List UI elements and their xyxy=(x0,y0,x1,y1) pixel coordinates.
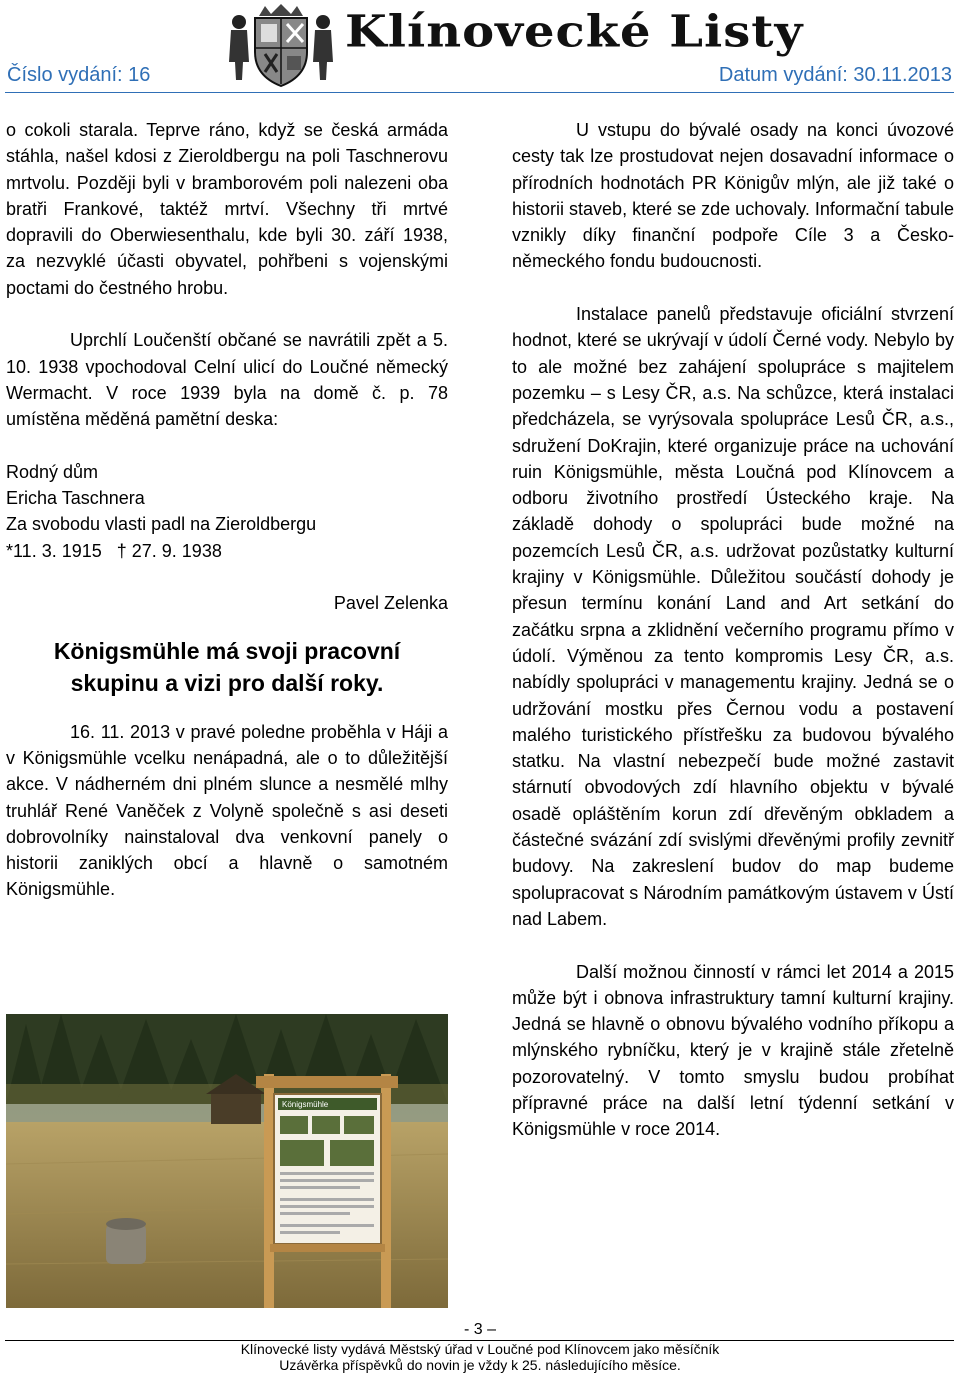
panel-title: Königsmühle xyxy=(282,1100,329,1109)
right-paragraph-3: Další možnou činností v rámci let 2014 a 2015 může být i obnova infrastruktury tamní kulturní krajiny. Jedná se hlavně o obnovu bývalého vodního příkopu a mlýnského rybníčku, který je v krajině stále zřetelně pozorovatelný. V tomto smyslu budou probíhat přípravné práce na další letní týdenní setkání v Königsmühle v roce 2014. xyxy=(512,961,954,1140)
left-column xyxy=(6,117,448,903)
article-headline xyxy=(6,635,448,699)
article-author: Pavel Zelenka xyxy=(333,593,448,614)
left-paragraph-2: Uprchlí Loučenští občané se navrátili zpět a 5. 10. 1938 vpochodoval Celní ulicí do Loučné německý Wermacht. V roce 1939 byla na domě č. p. 78 umístěna měděná pamětní deska: xyxy=(6,330,448,430)
masthead-title: Klínovecké Listy xyxy=(345,6,804,58)
footer-deadline: Uzávěrka příspěvků do novin je vždy k 25. následujícího měsíce. xyxy=(279,1357,681,1373)
issue-date: Datum vydání: 30.11.2013 xyxy=(718,64,952,86)
issue-number: Číslo vydání: 16 xyxy=(7,64,151,86)
inscription-line: Rodný dům xyxy=(6,461,99,482)
inscription-line: Ericha Taschnera xyxy=(6,488,145,509)
article-photo xyxy=(6,1014,448,1308)
page-number: - 3 – xyxy=(463,1321,496,1338)
left-paragraph-3: 16. 11. 2013 v pravé poledne proběhla v Háji a v Königsmühle vcelku nenápadná, ale o to důležitější akce. V nádherném dni plném slunce a nesmělé mlhy truhlář René Vaněček z Volyně společně s asi deseti dobrovolníky nainstaloval dva venkovní panely o historii zaniklých obcí a hlavně o samotném Königsmühle. xyxy=(6,721,448,900)
inscription-line: *11. 3. 1915 † 27. 9. 1938 xyxy=(6,540,222,561)
footer-publisher: Klínovecké listy vydává Městský úřad v Loučné pod Klínovcem jako měsíčník xyxy=(240,1341,720,1357)
left-paragraph-1: o cokoli starala. Teprve ráno, když se česká armáda stáhla, našel kdosi z Zieroldbergu na poli Taschnerovu mrtvolu. Později byli v bramborovém poli nalezeni oba bratři Frankové, taktéž mrtví. Všechny tři mrtvé dopravili do Oberwiesenthalu, kde byli 30. září 1938, za nezvyklé účasti obyvatel, pohřbeni s vojenskými poctami do čestného hrobu. xyxy=(6,120,448,298)
coat-of-arms-icon xyxy=(225,2,337,88)
memorial-inscription xyxy=(6,459,448,564)
right-paragraph-1: U vstupu do bývalé osady na konci úvozové cesty tak lze prostudovat nejen dosavadní informace o přírodních hodnotách PR Königův mlýn, ale již také o historii staveb, které se zde uchovaly. Informační tabule vznikly díky finanční podpoře Cíle 3 a Česko-německého fondu budoucnosti. xyxy=(512,120,954,272)
inscription-line: Za svobodu vlasti padl na Zieroldbergu xyxy=(6,514,317,535)
right-paragraph-2: Instalace panelů představuje oficiální stvrzení hodnot, které se ukrývají v údolí Černé vody. Nebylo by to ale možné bez zahájení spolupráce s majitelem pozemku – s Lesy ČR, a.s. Na schůzce, která instalaci předcházela, se vyrýsovala spolupráce Lesů ČR, a.s., sdružení DoKrajin, které organizuje práce na uchování ruin Königsmühle, města Loučná pod Klínovcem a odboru životního prostředí Ústeckého kraje. Na základě dohody o spolupráci bude možné na pozemcích Lesů ČR, a.s. udržovat pozůstatky kulturní krajiny v Königsmühle. Důležitou součástí dohody je přesun termínu konání Land and Art setkání do začátku srpna a zklidnění večerního programu přímo v údolí. Výměnou za tento kompromis Lesy ČR, a.s. nabídly spolupráci v managementu krajiny. Jedná se o udržování mostku přes Černou vodu a postavení malého turistického přístřešku za budovou bývalého statku. Na vlastní nebezpečí bude možné zastavit stárnutí obvodových zdí hlavního objektu v bývalé osadě opláštěním korun zdí dřevěným obkladem a částečné svázání zdí svislými dřevěnými profily zevnitř budovy. Na zakreslení budov do map budeme spolupracovat s Národním památkovým ústavem v Ústí nad Labem. xyxy=(512,304,954,929)
headline-line-1: Königsmühle má svoji pracovní xyxy=(53,637,401,664)
masthead-logo xyxy=(225,2,337,88)
headline-line-2: skupinu a vizi pro další roky. xyxy=(70,669,384,696)
info-panel-photo xyxy=(6,1014,448,1308)
right-column xyxy=(512,117,954,1143)
header-divider xyxy=(5,92,954,93)
